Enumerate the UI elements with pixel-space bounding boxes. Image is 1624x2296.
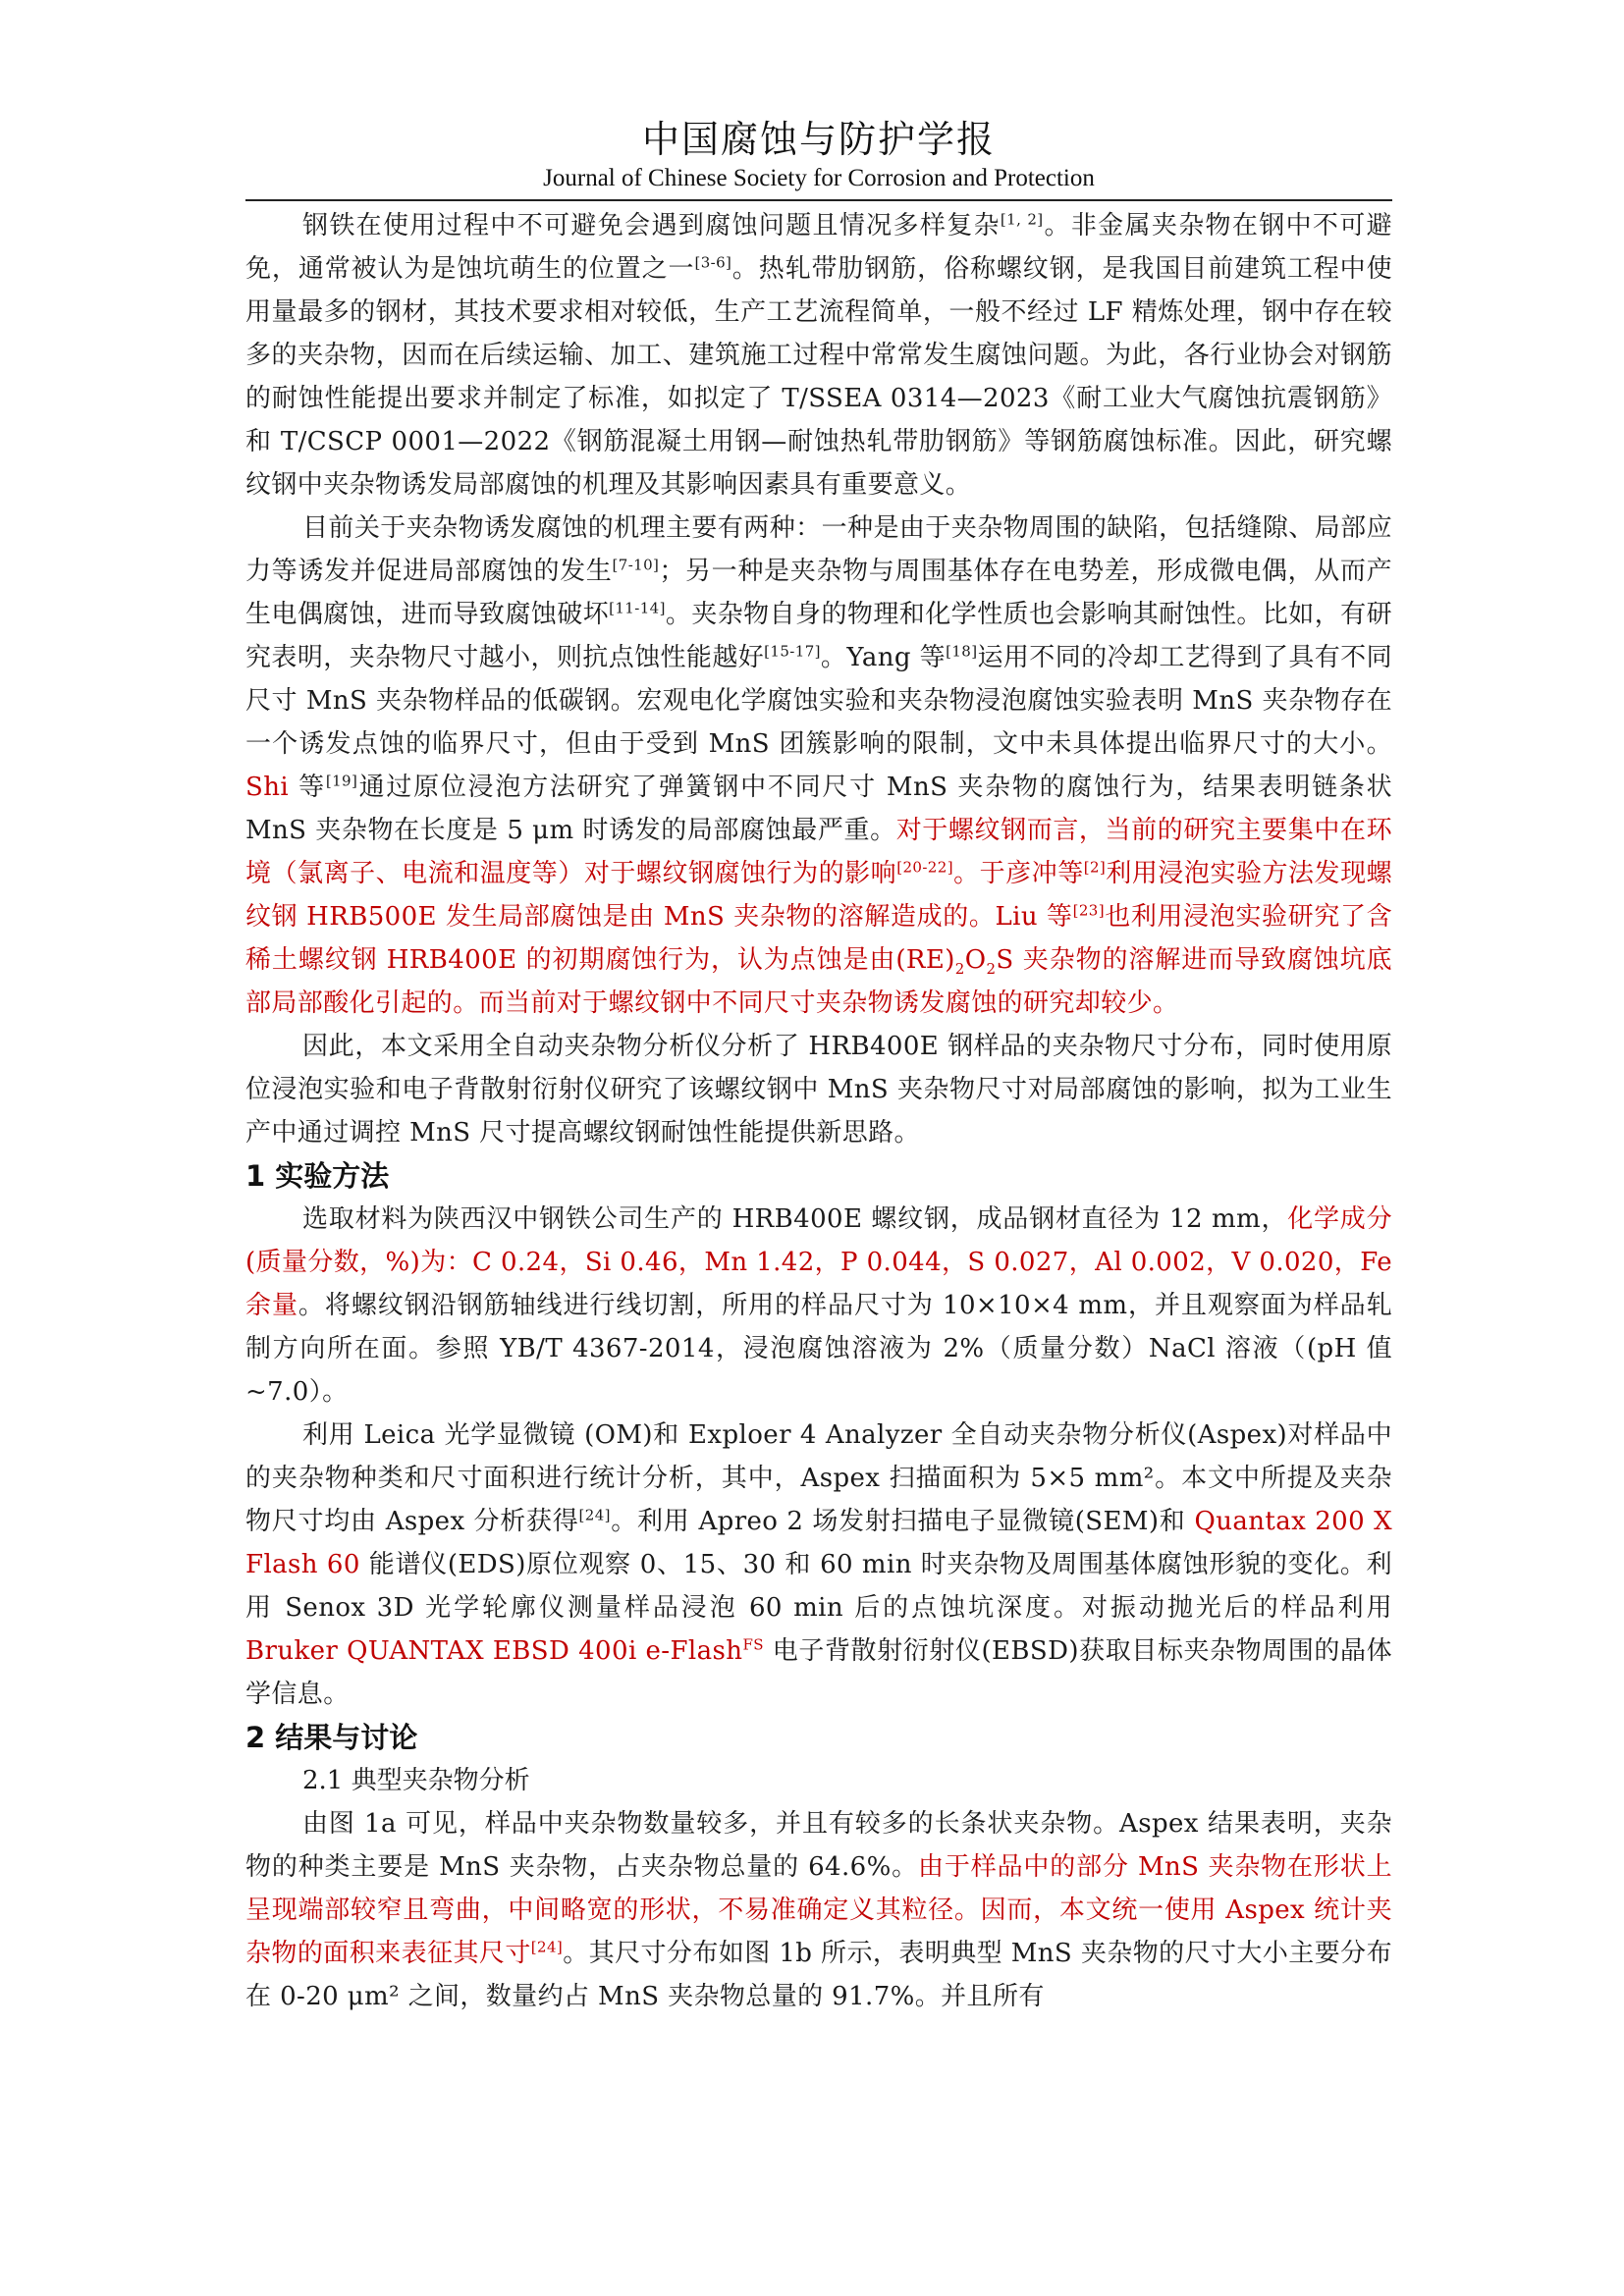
highlighted-text: S 夹杂物的溶解进而导致腐蚀坑底部局部酸化引起的。而当前对于螺纹钢中不同尺寸夹杂物诱发腐蚀的研究却较少。 bbox=[245, 945, 1392, 1018]
citation: [2] bbox=[1083, 858, 1107, 877]
highlighted-text: 对于螺纹钢而言，当前的研究主要集中在环境（氯离子、电流和温度等）对于螺纹钢腐蚀行为的影响 bbox=[245, 816, 1392, 888]
section-2-heading: 2 结果与讨论 bbox=[245, 1721, 418, 1754]
highlighted-text: Bruker QUANTAX EBSD 400i e-Flash bbox=[245, 1636, 743, 1666]
highlighted-text: Shi bbox=[245, 773, 290, 802]
text-run: 。Yang 等 bbox=[820, 643, 947, 672]
citation: [24] bbox=[530, 1938, 564, 1956]
highlighted-text: 化学成分(质量分数，%)为：C 0.24，Si 0.46，Mn 1.42，P 0.044，S 0.027，Al 0.002，V 0.020，Fe 余量 bbox=[245, 1204, 1393, 1320]
text-run: 电子背散射衍射仪(EBSD)获取目标夹杂物周围的晶体学信息。 bbox=[245, 1636, 1392, 1709]
text-run: 。其尺寸分布如图 1b 所示，表明典型 MnS 夹杂物的尺寸大小主要分布在 0-20 μm² 之间，数量约占 MnS 夹杂物总量的 91.7%。并且所有 bbox=[245, 1939, 1392, 2011]
highlighted-text: 利用浸泡实验方法发现螺纹钢 HRB500E 发生局部腐蚀是由 MnS 夹杂物的溶解造成的。Liu 等 bbox=[245, 859, 1392, 932]
text-run: 。非金属夹杂物在钢中不可避免，通常被认为是蚀坑萌生的位置之一 bbox=[245, 211, 1393, 284]
highlighted-text: 。于彦冲等 bbox=[952, 859, 1084, 888]
citation: [19] bbox=[325, 772, 358, 790]
text-run: 。将螺纹钢沿钢筋轴线进行线切割，所用的样品尺寸为 10×10×4 mm，并且观察面为样品轧制方向所在面。参照 YB/T 4367-2014，浸泡腐蚀溶液为 2%（质量分数）NaCl 溶液（(pH 值~7.0）。 bbox=[245, 1291, 1392, 1407]
intro-paragraph-2 bbox=[245, 507, 1392, 1025]
journal-title-en: Journal of Chinese Society for Corrosion and Protection bbox=[543, 165, 1095, 191]
citation: [7-10] bbox=[612, 556, 660, 574]
header-rule bbox=[245, 199, 1392, 201]
highlighted-text: 由于样品中的部分 MnS 夹杂物在形状上呈现端部较窄且弯曲，中间略宽的形状，不易准确定义其粒径。因而，本文统一使用 Aspex 统计夹杂物的面积来表征其尺寸 bbox=[245, 1852, 1392, 1968]
article-body bbox=[245, 204, 1392, 2018]
citation: [20-22] bbox=[896, 858, 953, 877]
subscript: 2 bbox=[986, 960, 997, 979]
citation: [3-6] bbox=[694, 253, 732, 272]
text-run: 等 bbox=[289, 773, 326, 802]
citation: [23] bbox=[1072, 901, 1105, 920]
highlighted-text: Quantax 200 X Flash 60 bbox=[245, 1507, 1392, 1579]
journal-header bbox=[245, 116, 1392, 194]
text-run: 通过原位浸泡方法研究了弹簧钢中不同尺寸 MnS 夹杂物的腐蚀行为，结果表明链条状 MnS 夹杂物在长度是 5 μm 时诱发的局部腐蚀最严重。 bbox=[245, 773, 1392, 845]
section-1-heading: 1 实验方法 bbox=[245, 1159, 390, 1193]
methods-paragraph-1 bbox=[245, 1198, 1392, 1414]
subscript: 2 bbox=[954, 960, 965, 979]
citation: [1, 2] bbox=[1000, 210, 1044, 229]
text-run: 钢铁在使用过程中不可避免会遇到腐蚀问题且情况多样复杂 bbox=[302, 211, 1001, 240]
text-run: 由图 1a 可见，样品中夹杂物数量较多，并且有较多的长条状夹杂物。Aspex 结果表明，夹杂物的种类主要是 MnS 夹杂物，占夹杂物总量的 64.6%。 bbox=[245, 1809, 1392, 1882]
citation: [24] bbox=[578, 1506, 611, 1524]
text-run: 选取材料为陕西汉中钢铁公司生产的 HRB400E 螺纹钢，成品钢材直径为 12 mm， bbox=[302, 1204, 1288, 1234]
results-paragraph-1 bbox=[245, 1802, 1392, 2018]
text-run: 。夹杂物自身的物理和化学性质也会影响其耐蚀性。比如，有研究表明，夹杂物尺寸越小，则抗点蚀性能越好 bbox=[245, 600, 1393, 672]
citation: [11-14] bbox=[609, 599, 666, 617]
journal-title-cn: 中国腐蚀与防护学报 bbox=[641, 118, 996, 161]
citation: [18] bbox=[946, 642, 978, 661]
citation: [15-17] bbox=[764, 642, 821, 661]
highlighted-text: 也利用浸泡实验研究了含稀土螺纹钢 HRB400E 的初期腐蚀行为，认为点蚀是由(RE) bbox=[245, 902, 1393, 975]
text-run: 运用不同的冷却工艺得到了具有不同尺寸 MnS 夹杂物样品的低碳钢。宏观电化学腐蚀实验和夹杂物浸泡腐蚀实验表明 MnS 夹杂物存在一个诱发点蚀的临界尺寸，但由于受到 MnS 团簇影响的限制，文中未具体提出临界尺寸的大小。 bbox=[245, 643, 1392, 759]
intro-paragraph-3: 因此，本文采用全自动夹杂物分析仪分析了 HRB400E 钢样品的夹杂物尺寸分布，同时使用原位浸泡实验和电子背散射衍射仪研究了该螺纹钢中 MnS 夹杂物尺寸对局部腐蚀的影响，拟为工业生产中通过调控 MnS 尺寸提高螺纹钢耐蚀性能提供新思路。 bbox=[245, 1032, 1392, 1148]
subsection-2-1-heading: 2.1 典型夹杂物分析 bbox=[302, 1766, 530, 1795]
text-run: ；另一种是夹杂物与周围基体存在电势差，形成微电偶，从而产生电偶腐蚀，进而导致腐蚀破坏 bbox=[245, 557, 1393, 629]
methods-paragraph-2 bbox=[245, 1414, 1392, 1716]
highlighted-text: O bbox=[964, 945, 987, 975]
text-run: 目前关于夹杂物诱发腐蚀的机理主要有两种：一种是由于夹杂物周围的缺陷，包括缝隙、局部应力等诱发并促进局部腐蚀的发生 bbox=[245, 513, 1392, 586]
text-run: 利用 Leica 光学显微镜 (OM)和 Exploer 4 Analyzer 全自动夹杂物分析仪(Aspex)对样品中的夹杂物种类和尺寸面积进行统计分析，其中，Aspex 扫描面积为 5×5 mm²。本文中所提及夹杂物尺寸均由 Aspex 分析获得 bbox=[245, 1420, 1392, 1536]
text-run: 能谱仪(EDS)原位观察 0、15、30 和 60 min 时夹杂物及周围基体腐蚀形貌的变化。利用 Senox 3D 光学轮廓仪测量样品浸泡 60 min 后的点蚀坑深度。对振动抛光后的样品利用 bbox=[245, 1550, 1392, 1623]
text-run: 。利用 Apreo 2 场发射扫描电子显微镜(SEM)和 bbox=[610, 1507, 1195, 1536]
intro-paragraph-1 bbox=[245, 204, 1392, 507]
superscript: FS bbox=[742, 1635, 764, 1654]
text-run: 。热轧带肋钢筋，俗称螺纹钢，是我国目前建筑工程中使用量最多的钢材，其技术要求相对较低，生产工艺流程简单，一般不经过 LF 精炼处理，钢中存在较多的夹杂物，因而在后续运输、加工、建筑施工过程中常常发生腐蚀问题。为此，各行业协会对钢筋的耐蚀性能提出要求并制定了标准，如拟定了 T/SSEA 0314—2023《耐工业大气腐蚀抗震钢筋》和 T/CSCP 0001—2022《钢筋混凝土用钢—耐蚀热轧带肋钢筋》等钢筋腐蚀标准。因此，研究螺纹钢中夹杂物诱发局部腐蚀的机理及其影响因素具有重要意义。 bbox=[245, 254, 1392, 500]
